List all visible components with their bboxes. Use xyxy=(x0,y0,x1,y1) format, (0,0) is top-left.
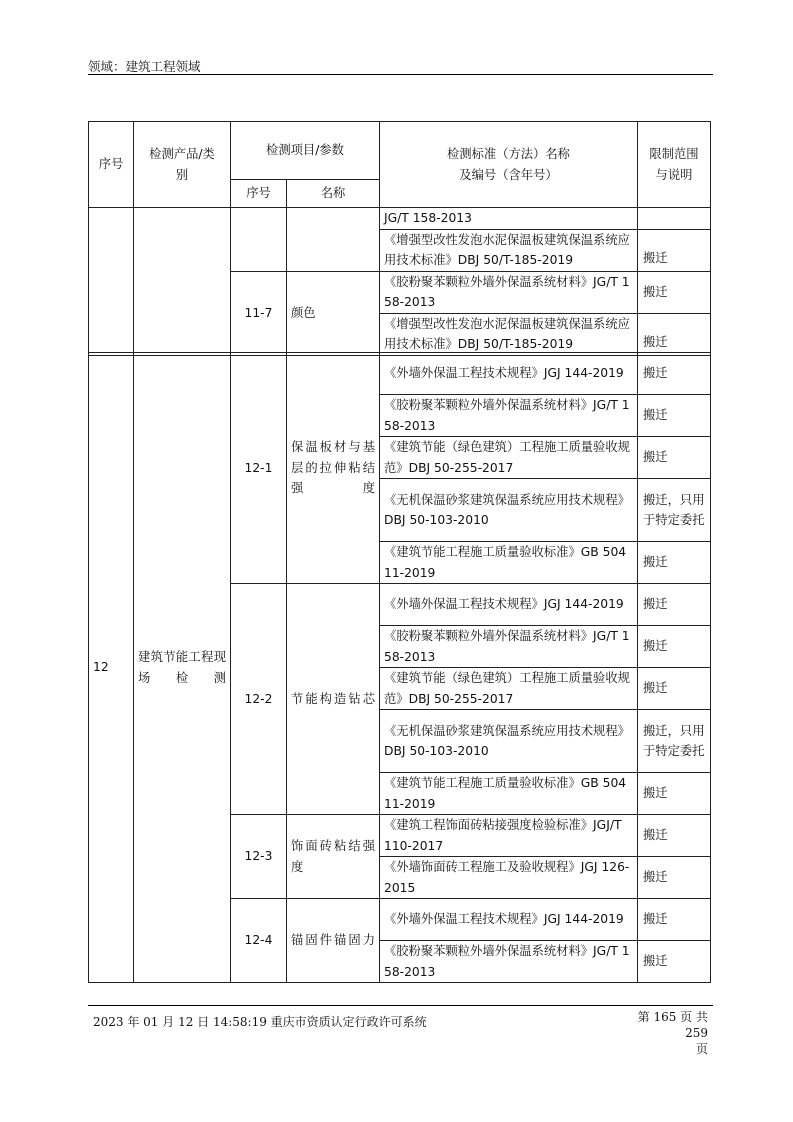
cont-seq-cell xyxy=(89,208,134,356)
footer-datetime-system: 2023 年 01 月 12 日 14:58:19 重庆市资质认定行政许可系统 xyxy=(93,1015,427,1029)
item-name-12-2: 节能构造钻芯 xyxy=(287,584,380,815)
header-standard-line1: 检测标准（方法）名称 xyxy=(447,147,570,161)
header-product-text: 检测产品/类别 xyxy=(149,147,215,182)
standard-cell: 《增强型改性发泡水泥保温板建筑保温系统应用技术标准》DBJ 50/T-185-2019 xyxy=(380,313,638,355)
qualification-table-group12 xyxy=(88,352,711,983)
limit-cell: 搬迁，只用于特定委托 xyxy=(638,479,711,542)
standard-cell: JG/T 158-2013 xyxy=(380,208,638,230)
limit-cell: 搬迁 xyxy=(638,353,711,395)
cont-item-name-cell xyxy=(287,208,380,272)
limit-cell: 搬迁 xyxy=(638,857,711,899)
header-product xyxy=(134,122,231,208)
document-domain-header: 领域：建筑工程领域 xyxy=(88,59,201,74)
limit-cell: 搬迁 xyxy=(638,941,711,983)
standard-cell: 《胶粉聚苯颗粒外墙外保温系统材料》JG/T 158-2013 xyxy=(380,941,638,983)
standard-cell: 《增强型改性发泡水泥保温板建筑保温系统应用技术标准》DBJ 50/T-185-2019 xyxy=(380,229,638,271)
header-rule xyxy=(88,74,713,75)
group-product-cell: 建筑节能工程现场检测 xyxy=(134,353,231,983)
footer-page-line2: 页 xyxy=(695,1042,708,1056)
header-limit xyxy=(638,122,711,208)
standard-cell: 《建筑工程饰面砖粘接强度检验标准》JGJ/T 110-2017 xyxy=(380,815,638,857)
standard-cell: 《建筑节能（绿色建筑）工程施工质量验收规范》DBJ 50-255-2017 xyxy=(380,437,638,479)
limit-cell: 搬迁 xyxy=(638,584,711,626)
standard-cell: 《外墙外保温工程技术规程》JGJ 144-2019 xyxy=(380,899,638,941)
item-seq-12-1: 12-1 xyxy=(231,353,287,584)
limit-cell: 搬迁，只用于特定委托 xyxy=(638,710,711,773)
limit-cell: 搬迁 xyxy=(638,773,711,815)
item-name-12-3: 饰面砖粘结强度 xyxy=(287,815,380,899)
limit-cell: 搬迁 xyxy=(638,899,711,941)
limit-cell xyxy=(638,208,711,230)
header-limit-line1: 限制范围 xyxy=(649,147,699,161)
item-seq-12-2: 12-2 xyxy=(231,584,287,815)
standard-cell: 《胶粉聚苯颗粒外墙外保温系统材料》JG/T 158-2013 xyxy=(380,271,638,313)
limit-cell: 搬迁 xyxy=(638,542,711,584)
standard-cell: 《外墙外保温工程技术规程》JGJ 144-2019 xyxy=(380,584,638,626)
limit-cell: 搬迁 xyxy=(638,395,711,437)
item-seq-12-3: 12-3 xyxy=(231,815,287,899)
footer-page-line1: 第 165 页 共 259 xyxy=(637,1010,708,1040)
qualification-table xyxy=(88,121,711,356)
item-seq-12-4: 12-4 xyxy=(231,899,287,983)
limit-cell: 搬迁 xyxy=(638,815,711,857)
item-name-12-4: 锚固件锚固力 xyxy=(287,899,380,983)
standard-cell: 《建筑节能（绿色建筑）工程施工质量验收规范》DBJ 50-255-2017 xyxy=(380,668,638,710)
standard-cell: 《胶粉聚苯颗粒外墙外保温系统材料》JG/T 158-2013 xyxy=(380,395,638,437)
limit-cell: 搬迁 xyxy=(638,437,711,479)
standard-cell: 《外墙外保温工程技术规程》JGJ 144-2019 xyxy=(380,353,638,395)
item-seq-11-7: 11-7 xyxy=(231,271,287,355)
header-standard-line2: 及编号（含年号） xyxy=(459,167,558,182)
limit-cell: 搬迁 xyxy=(638,229,711,271)
limit-cell: 搬迁 xyxy=(638,626,711,668)
header-standard xyxy=(380,122,638,208)
standard-cell: 《建筑节能工程施工质量验收标准》GB 50411-2019 xyxy=(380,542,638,584)
item-name-11-7: 颜色 xyxy=(287,271,380,355)
cont-product-cell xyxy=(134,208,231,356)
header-item-seq: 序号 xyxy=(231,180,287,208)
standard-cell: 《外墙饰面砖工程施工及验收规程》JGJ 126-2015 xyxy=(380,857,638,899)
footer-rule xyxy=(88,1005,713,1006)
group-seq-cell xyxy=(89,353,134,983)
standard-cell: 《建筑节能工程施工质量验收标准》GB 50411-2019 xyxy=(380,773,638,815)
header-seq: 序号 xyxy=(89,122,134,208)
header-item-group: 检测项目/参数 xyxy=(231,122,380,180)
standard-cell: 《无机保温砂浆建筑保温系统应用技术规程》DBJ 50-103-2010 xyxy=(380,479,638,542)
group-seq-12-label: 12 xyxy=(93,660,109,675)
limit-cell: 搬迁 xyxy=(638,668,711,710)
limit-cell: 搬迁 xyxy=(638,271,711,313)
footer-page-number xyxy=(612,1009,708,1057)
header-item-name: 名称 xyxy=(287,180,380,208)
cont-item-seq-cell xyxy=(231,208,287,272)
item-name-12-1: 保温板材与基层的拉伸粘结强度 xyxy=(287,353,380,584)
header-limit-line2: 与说明 xyxy=(655,167,693,182)
standard-cell: 《胶粉聚苯颗粒外墙外保温系统材料》JG/T 158-2013 xyxy=(380,626,638,668)
limit-cell: 搬迁 xyxy=(638,313,711,355)
standard-cell: 《无机保温砂浆建筑保温系统应用技术规程》DBJ 50-103-2010 xyxy=(380,710,638,773)
